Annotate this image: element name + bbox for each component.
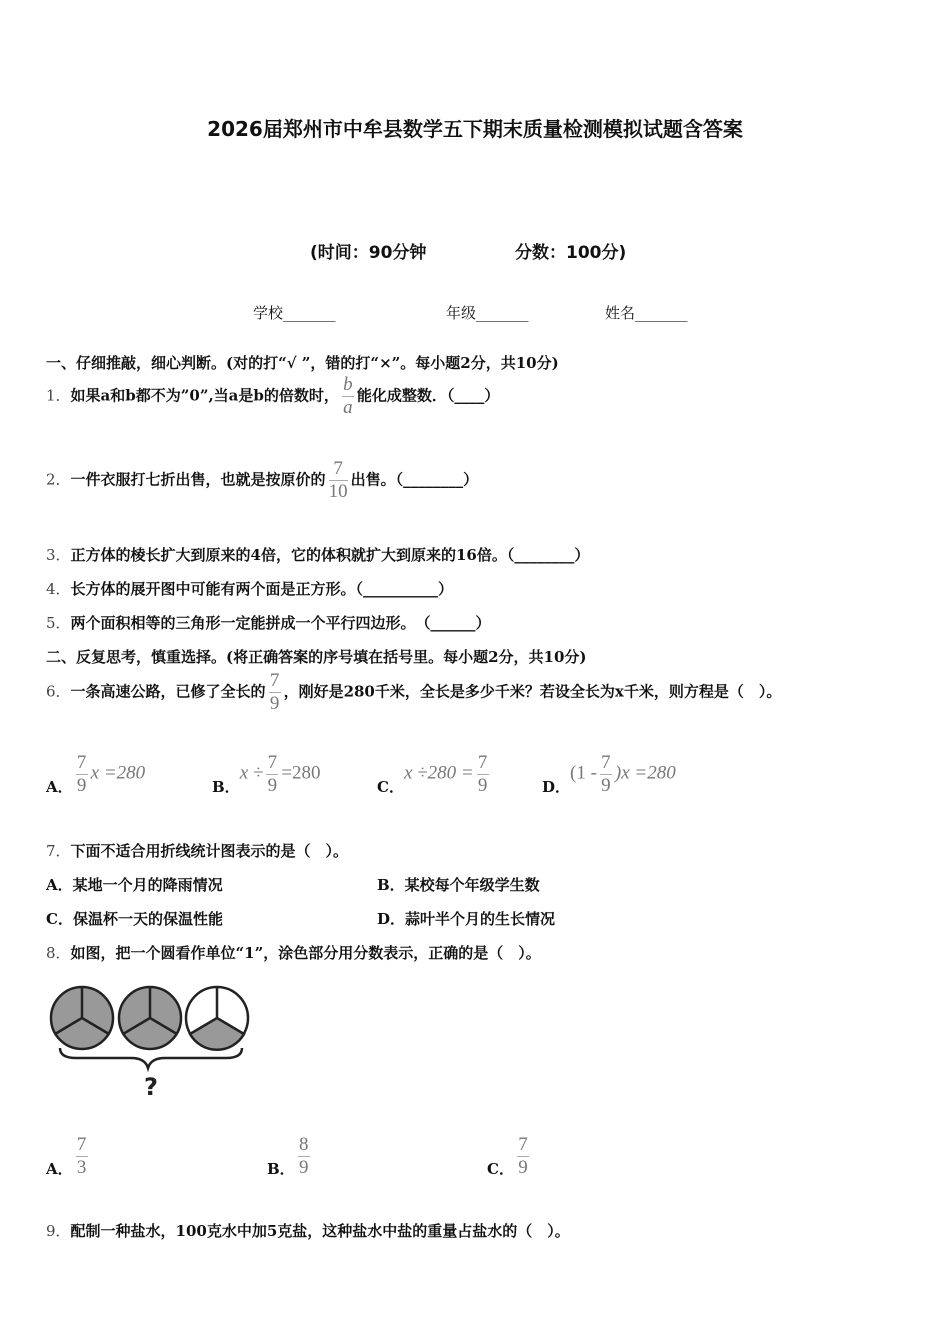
q-text: 如果a和b都不为”0”,当a是b的倍数时， [70,386,339,405]
q6-option-d[interactable]: D．(1 - $\frac{7}{9}$ )x =280 [542,752,676,796]
q8-option-b[interactable]: B． $\frac{8}{9}$ [267,1134,309,1178]
section-1-heading: 一、仔细推敲，细心判断。(对的打“√ ”，错的打“×”。每小题2分，共10分) [46,354,559,372]
field-name: 姓名_______ [605,304,688,322]
q6-option-b[interactable]: B．x ÷ $\frac{7}{9}$ =280 [212,752,321,796]
q-text: 一件衣服打七折出售，也就是按原价的 [70,470,326,489]
q6-option-a[interactable]: A． $\frac{7}{9}$ x =280 [46,752,146,796]
q-answer-blank: 能化成整数．（____） [356,386,500,405]
question-1 [46,374,499,419]
figure-question-mark: ? [144,1073,158,1101]
question-8: 8．如图，把一个圆看作单位“1”，涂色部分用分数表示，正确的是（ ）。 [46,944,541,962]
question-7: 7．下面不适合用折线统计图表示的是（ ）。 [46,842,349,860]
page-title: 2026届郑州市中牟县数学五下期末质量检测模拟试题含答案 [207,117,743,141]
q6-option-c[interactable]: C．x ÷280 = $\frac{7}{9}$ [377,752,488,796]
question-3: 3．正方体的棱长扩大到原来的4倍，它的体积就扩大到原来的16倍。（________） [46,546,590,564]
question-6: 6．一条高速公路，已修了全长的 $\frac{7}{9}$ ，刚好是280千米，全长是多少千米？若设全长为x千米，则方程是（ ）。 [46,670,782,714]
fraction: $\frac{b}{a}$ [343,374,353,418]
exam-score: 分数：100分) [515,243,627,263]
section-2-heading: 二、反复思考，慎重选择。(将正确答案的序号填在括号里。每小题2分，共10分) [46,648,587,666]
q7-option-a[interactable]: A．某地一个月的降雨情况 [46,876,223,894]
q8-option-c[interactable]: C． $\frac{7}{9}$ [487,1134,528,1178]
question-2 [46,458,478,503]
q-number: 1． [46,386,71,405]
q7-option-d[interactable]: D．蒜叶半个月的生长情况 [377,910,556,928]
q-number: 2． [46,470,71,489]
question-9: 9．配制一种盐水，100克水中加5克盐，这种盐水中盐的重量占盐水的（ ）。 [46,1222,570,1240]
q7-option-c[interactable]: C．保温杯一天的保温性能 [46,910,223,928]
q7-option-b[interactable]: B．某校每个年级学生数 [377,876,540,894]
question-5: 5．两个面积相等的三角形一定能拼成一个平行四边形。 （______） [46,614,491,632]
fraction: $\frac{7}{10}$ [328,458,348,502]
exam-time: (时间：90分钟 [310,243,427,263]
q-answer-blank: 出售。（________） [350,470,479,489]
q8-option-a[interactable]: A． $\frac{7}{3}$ [46,1134,87,1178]
question-4: 4．长方体的展开图中可能有两个面是正方形。（__________） [46,580,454,598]
field-grade: 年级_______ [446,304,529,322]
field-school: 学校_______ [253,304,336,322]
circles-figure [46,978,256,1103]
fraction: $\frac{7}{9}$ [269,670,280,714]
